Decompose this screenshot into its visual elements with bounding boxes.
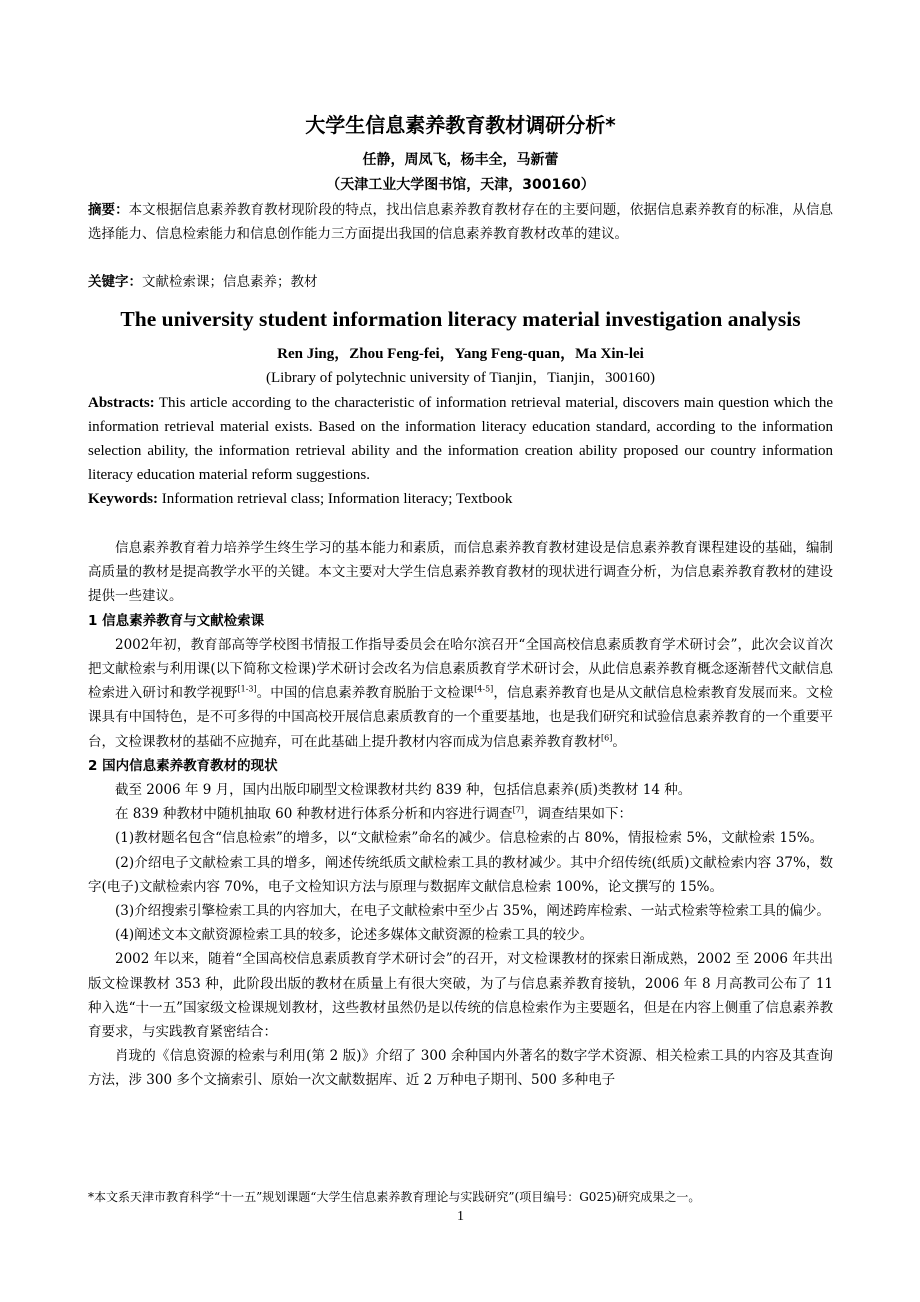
abstract-cn-label: 摘要： xyxy=(88,202,129,218)
s1-text-c: ，信息素养教育也是从文献信息检索教育发展而来。文检课具有中国特色，是不可多得的中国高校开展信息素质教育的一个重要基地，也是我们研究和试验信息素养教育的一个重要平台，文检课教材的基础不应抛弃，可在此基础上提升教材内容而成为信息素养教育教材 xyxy=(88,685,834,750)
abstract-cn-text: 本文根据信息素养教育教材现阶段的特点，找出信息素养教育教材存在的主要问题，依据信息素养教育的标准，从信息选择能力、信息检索能力和信息创作能力三方面提出我国的信息素养教育教材改革的建议。 xyxy=(88,202,834,242)
keywords-en-text: Information retrieval class; Information literacy; Textbook xyxy=(158,491,513,507)
page-number: 1 xyxy=(457,1209,464,1224)
keywords-en xyxy=(88,487,833,511)
s2-text-b: ，调查结果如下： xyxy=(523,806,632,823)
s2-item-4: (4)阐述文本文献资源检索工具的较多，论述多媒体文献资源的检索工具的较少。 xyxy=(115,927,594,944)
s2-paragraph-2 xyxy=(88,802,833,826)
citation-1-3: [1-3] xyxy=(237,684,257,694)
s1-text-b: 。中国的信息素养教育脱胎于文检课 xyxy=(256,685,475,702)
paper-title-en: The university student information literacy material investigation analysis xyxy=(120,307,801,331)
citation-6: [6] xyxy=(601,733,613,743)
authors: 任静，周凤飞，杨丰全，马新蕾 xyxy=(362,152,559,168)
affiliation-en: (Library of polytechnic university of Tianjin，Tianjin，300160) xyxy=(266,370,655,386)
section-1-heading: 1 信息素养教育与文献检索课 xyxy=(88,612,265,629)
abstract-en-text: This article according to the characteristic of information retrieval material, discovers main question which the information retrieval material exists. Based on the information literacy education standard, according to the information selection ability, the information retrieval ability and the information creation ability proposed our country information literacy education material reform suggestions. xyxy=(88,395,833,483)
abstract-en xyxy=(88,391,833,487)
s1-text-a: 2002年初，教育部高等学校图书情报工作指导委员会在哈尔滨召开“全国高校信息素质教育学术研讨会”，此次会议首次把文献检索与利用课(以下简称文检课)学术研讨会改名为信息素质教育学术研讨会，从此信息素养教育概念逐渐替代文献信息检索进入研讨和教学视野 xyxy=(88,636,833,702)
s2-paragraph-8: 肖珑的《信息资源的检索与利用(第 2 版)》介绍了 300 余种国内外著名的数字学术资源、相关检索工具的内容及其查询方法，涉 300 多个文摘索引、原始一次文献数据库、近 2 万种电子期刊、500 多种电子 xyxy=(88,1048,833,1089)
section-1-paragraph xyxy=(88,633,833,754)
abstract-cn xyxy=(88,198,833,246)
s2-item-3: (3)介绍搜索引擎检索工具的内容加大，在电子文献检索中至少占 35%，阐述跨库检索、一站式检索等检索工具的偏少。 xyxy=(115,903,830,920)
paper-title: 大学生信息素养教育教材调研分析* xyxy=(305,113,616,137)
body-text xyxy=(88,536,833,1093)
citation-7: [7] xyxy=(512,805,524,815)
authors-en: Ren Jing，Zhou Feng-fei，Yang Feng-quan，Ma Xin-lei xyxy=(277,346,644,362)
s1-text-d: 。 xyxy=(612,733,626,750)
s2-paragraph-7: 2002 年以来，随着“全国高校信息素质教育学术研讨会”的召开，对文检课教材的探索日渐成熟，2002 至 2006 年共出版文检课教材 353 种，此阶段出版的教材在质量上有很大突破，为了与信息素养教育接轨，2006 年 8 月高教司公布了 11 种入选“十一五”国家级文检课规划教材，这些教材虽然仍是以传统的信息检索作为主要题名，但是在内容上侧重了信息素养教育要求，与实践教育紧密结合： xyxy=(88,951,833,1041)
intro-paragraph: 信息素养教育着力培养学生终生学习的基本能力和素质，而信息素养教育教材建设是信息素养教育课程建设的基础，编制高质量的教材是提高教学水平的关键。本文主要对大学生信息素养教育教材的现状进行调查分析，为信息素养教育教材的建设提供一些建议。 xyxy=(88,540,833,605)
keywords-cn xyxy=(88,270,833,294)
s2-item-1: (1)教材题名包含“信息检索”的增多，以“文献检索”命名的减少。信息检索的占 80%，情报检索 5%，文献检索 15%。 xyxy=(115,830,824,847)
citation-4-5: [4-5] xyxy=(474,684,494,694)
s2-paragraph-1: 截至 2006 年 9 月，国内出版印刷型文检课教材共约 839 种，包括信息素养(质)类教材 14 种。 xyxy=(115,782,692,799)
keywords-cn-text: 文献检索课；信息素养；教材 xyxy=(142,274,318,290)
keywords-cn-label: 关键字： xyxy=(88,274,142,290)
s2-item-2: (2)介绍电子文献检索工具的增多，阐述传统纸质文献检索工具的教材减少。其中介绍传统(纸质)文献检索内容 37%，数字(电子)文献检索内容 70%，电子文检知识方法与原理与数据库文献信息检索 100%，论文撰写的 15%。 xyxy=(88,854,833,895)
keywords-en-label: Keywords: xyxy=(88,491,158,507)
affiliation: （天津工业大学图书馆，天津，300160） xyxy=(326,177,595,193)
abstract-en-label: Abstracts: xyxy=(88,395,155,411)
section-2-heading: 2 国内信息素养教育教材的现状 xyxy=(88,757,278,774)
s2-text-a: 在 839 种教材中随机抽取 60 种教材进行体系分析和内容进行调查 xyxy=(115,806,513,823)
footnote: *本文系天津市教育科学“十一五”规划课题“大学生信息素养教育理论与实践研究”(项目编号：G025)研究成果之一。 xyxy=(88,1190,701,1204)
